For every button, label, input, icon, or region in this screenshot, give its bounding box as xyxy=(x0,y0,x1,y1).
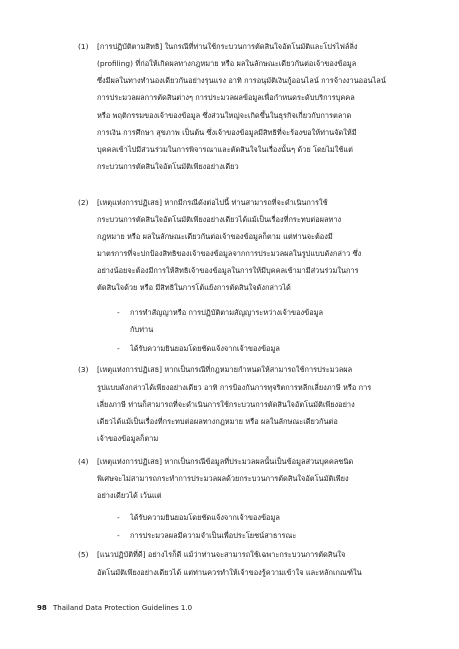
text-line: การประมวลผลการตัดสินต่างๆ การประมวลผลข้อมูลเพื่อกำหนดระดับบริการบุคคล xyxy=(97,93,355,102)
bullet-text: ได้รับความยินยอมโดยชัดแจ้งจากเจ้าของข้อมูล xyxy=(130,344,280,353)
text-line: [เหตุแห่งการปฏิเสธ] หากเป็นกรณีที่กฎหมายกำหนดให้สามารถใช้การประมวลผล xyxy=(97,365,353,374)
bullet-text: ได้รับความยินยอมโดยชัดแจ้งจากเจ้าของข้อมูล xyxy=(130,513,280,522)
text-line: กฎหมาย หรือ ผลในลักษณะเดียวกันต่อเจ้าของข้อมูลก็ตาม แต่ท่านจะต้องมี xyxy=(97,232,333,241)
text-line: เจ้าของข้อมูลก็ตาม xyxy=(97,434,159,443)
text-line: [เหตุแห่งการปฏิเสธ] หากมีกรณีดังต่อไปนี้ ท่านสามารถที่จะดำเนินการใช้ xyxy=(97,198,328,207)
item-number: (2) xyxy=(78,198,89,207)
bullet-marker: - xyxy=(117,513,120,522)
text-line: อัตโนมัติเพียงอย่างเดียวได้ แต่ท่านควรทำให้เจ้าของรู้ความเข้าใจ และหลักเกณฑ์ใน xyxy=(97,568,362,577)
text-line: อย่างเดียวได้ เว้นแต่ xyxy=(97,491,162,500)
bullet-text: การทำสัญญาหรือ การปฏิบัติตามสัญญาระหว่างเจ้าของข้อมูล xyxy=(130,308,324,317)
bullet-text: กับท่าน xyxy=(130,325,154,334)
text-line: กระบวนการตัดสินใจอัตโนมัติเพียงอย่างเดียว xyxy=(97,162,239,171)
text-line: ซึ่งมีผลในทางทำนองเดียวกันอย่างรุนแรง อาทิ การอนุมัติเงินกู้ออนไลน์ การจ้างงานออนไลน์ xyxy=(97,76,386,85)
item-number: (5) xyxy=(78,550,89,559)
text-line: [แนวปฏิบัติที่ดี] อย่างไรก็ดี แม้ว่าท่านจะสามารถใช้เฉพาะกระบวนการตัดสินใจ xyxy=(97,550,346,559)
page-footer xyxy=(37,603,192,613)
text-line: เดียวได้แม้เป็นเรื่องที่กระทบต่อผลทางกฎหมาย หรือ ผลในลักษณะเดียวกันต่อ xyxy=(97,417,338,426)
text-line: ตัดสินใจด้วย หรือ มีสิทธิในการโต้แย้งการตัดสินใจดังกล่าวได้ xyxy=(97,283,291,292)
text-line: การเงิน การศึกษา สุขภาพ เป็นต้น ซึ่งเจ้าของข้อมูลมีสิทธิที่จะร้องขอให้ท่านจัดให้มี xyxy=(97,128,357,137)
text-line: เลี่ยงภาษี ท่านก็สามารถที่จะดำเนินการใช้กระบวนการตัดสินใจอัตโนมัติเพียงอย่าง xyxy=(97,400,355,409)
item-number: (1) xyxy=(78,42,89,51)
text-line: บุคคลเข้าไปมีส่วนร่วมในการพิจารณาและตัดสินใจในเรื่องนั้นๆ ด้วย โดยไม่ใช้แต่ xyxy=(97,145,353,154)
text-line: หรือ พฤติกรรมของเจ้าของข้อมูล ซึ่งส่วนใหญ่จะเกิดขึ้นในธุรกิจเกี่ยวกับการตลาด xyxy=(97,111,352,120)
text-line: (profiling) ที่ก่อให้เกิดผลทางกฎหมาย หรือ ผลในลักษณะเดียวกันต่อเจ้าของข้อมูล xyxy=(97,59,357,68)
bullet-marker: - xyxy=(117,531,120,540)
bullet-marker: - xyxy=(117,308,120,317)
text-line: รูปแบบดังกล่าวได้เพียงอย่างเดียว อาทิ การป้องกันการทุจริตการหลีกเลี่ยงภาษี หรือ การ xyxy=(97,383,372,392)
item-number: (3) xyxy=(78,365,89,374)
text-line: [การปฏิบัติตามสิทธิ] ในกรณีที่ท่านใช้กระบวนการตัดสินใจอัตโนมัติและโปรไฟล์ลิ่ง xyxy=(97,42,358,51)
item-number: (4) xyxy=(78,457,89,466)
page-number: 98 xyxy=(37,604,47,612)
text-line: กระบวนการตัดสินใจอัตโนมัติเพียงอย่างเดียวได้แม้เป็นเรื่องที่กระทบต่อผลทาง xyxy=(97,215,342,224)
text-line: อย่างน้อยจะต้องมีการให้สิทธิเจ้าของข้อมูลในการให้มีบุคคลเข้ามามีส่วนร่วมในการ xyxy=(97,266,359,275)
text-line: มาตรการที่จะปกป้องสิทธิของเจ้าของข้อมูลจากการประมวลผลในรูปแบบดังกล่าว ซึ่ง xyxy=(97,249,362,258)
bullet-marker: - xyxy=(117,344,120,353)
bullet-text: การประมวลผลมีความจำเป็นเพื่อประโยชน์สาธารณะ xyxy=(130,531,297,540)
text-line: [เหตุแห่งการปฏิเสธ] หากเป็นกรณีข้อมูลที่ประมวลผลนั้นเป็นข้อมูลส่วนบุคคลชนิด xyxy=(97,457,354,466)
text-line: พิเศษจะไม่สามารถกระทำการประมวลผลด้วยกระบวนการตัดสินใจอัตโนมัติเพียง xyxy=(97,474,349,483)
document-title: Thailand Data Protection Guidelines 1.0 xyxy=(52,604,193,612)
